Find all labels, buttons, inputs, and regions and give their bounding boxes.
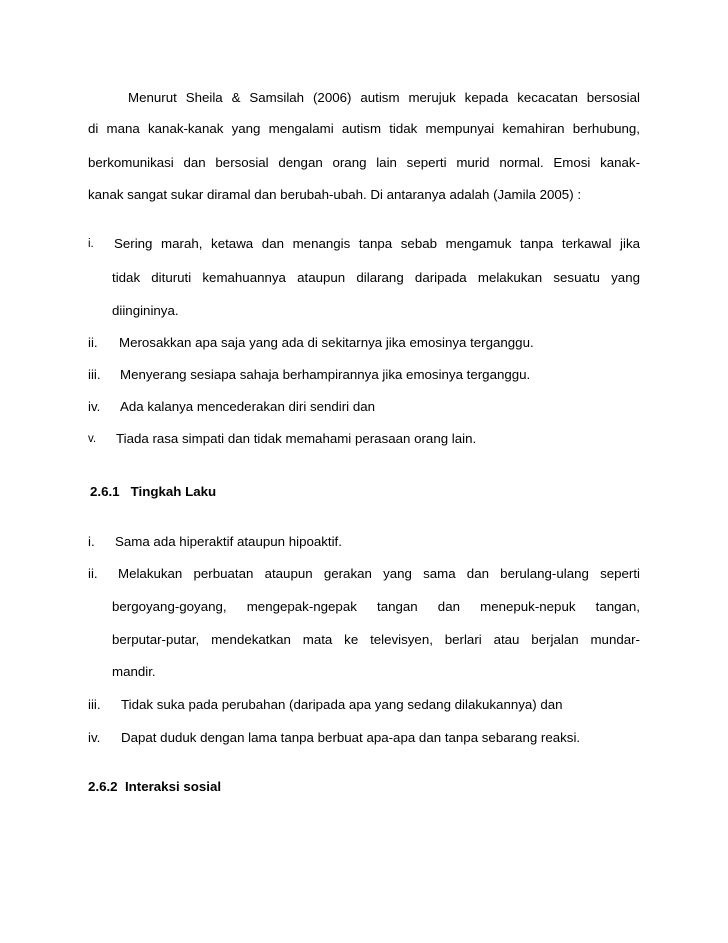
list-item-text: Ada kalanya mencederakan diri sendiri dan xyxy=(120,399,376,414)
list-item-number: i. xyxy=(88,534,95,549)
list-item-text: Dapat duduk dengan lama tanpa berbuat apa-apa dan tanpa sebarang reaksi. xyxy=(121,730,581,745)
intro-line-1: Menurut Sheila & Samsilah (2006) autism merujuk kepada kecacatan bersosial xyxy=(128,90,640,105)
section-heading-interaksi-sosial xyxy=(88,779,221,794)
list-item-text: Tiada rasa simpati dan tidak memahami perasaan orang lain. xyxy=(116,431,477,446)
list-item-number: ii. xyxy=(88,566,98,581)
list-item-number: iv. xyxy=(88,399,101,414)
list-item-text: mandir. xyxy=(112,664,156,679)
list-item-number: iv. xyxy=(88,730,101,745)
intro-line-2: di mana kanak-kanak yang mengalami autism tidak mempunyai kemahiran berhubung, xyxy=(88,121,640,136)
list-item-text: Menyerang sesiapa sahaja berhampirannya jika emosinya terganggu. xyxy=(120,367,531,382)
list-item-text: berputar-putar, mendekatkan mata ke televisyen, berlari atau berjalan mundar- xyxy=(112,632,640,647)
list-item-text: tidak dituruti kemahuannya ataupun dilarang daripada melakukan sesuatu yang xyxy=(112,270,640,285)
list-item-number: iii. xyxy=(88,367,101,382)
section-title: Interaksi sosial xyxy=(124,779,222,794)
list-item-text: bergoyang-goyang, mengepak-ngepak tangan dan menepuk-nepuk tangan, xyxy=(112,599,640,614)
intro-line-4: kanak sangat sukar diramal dan berubah-ubah. Di antaranya adalah (Jamila 2005) : xyxy=(88,187,582,202)
section-title: Tingkah Laku xyxy=(130,484,217,499)
list-item-text: Sama ada hiperaktif ataupun hipoaktif. xyxy=(115,534,342,549)
section-heading-tingkah-laku xyxy=(90,484,216,499)
intro-line-3: berkomunikasi dan bersosial dengan orang lain seperti murid normal. Emosi kanak- xyxy=(88,155,640,170)
list-item-text: Sering marah, ketawa dan menangis tanpa sebab mengamuk tanpa terkawal jika xyxy=(114,236,640,251)
section-number: 2.6.1 xyxy=(90,484,120,499)
list-item-text: Merosakkan apa saja yang ada di sekitarnya jika emosinya terganggu. xyxy=(119,335,534,350)
section-number: 2.6.2 xyxy=(88,779,118,794)
list-item-text: diingininya. xyxy=(112,303,179,318)
list-item-text: Tidak suka pada perubahan (daripada apa yang sedang dilakukannya) dan xyxy=(121,697,563,712)
list-item-number: v. xyxy=(88,433,97,445)
list-item-number: ii. xyxy=(88,335,98,350)
list-item-number: i. xyxy=(88,238,94,250)
list-item-number: iii. xyxy=(88,697,101,712)
list-item-text: Melakukan perbuatan ataupun gerakan yang sama dan berulang-ulang seperti xyxy=(118,566,640,581)
